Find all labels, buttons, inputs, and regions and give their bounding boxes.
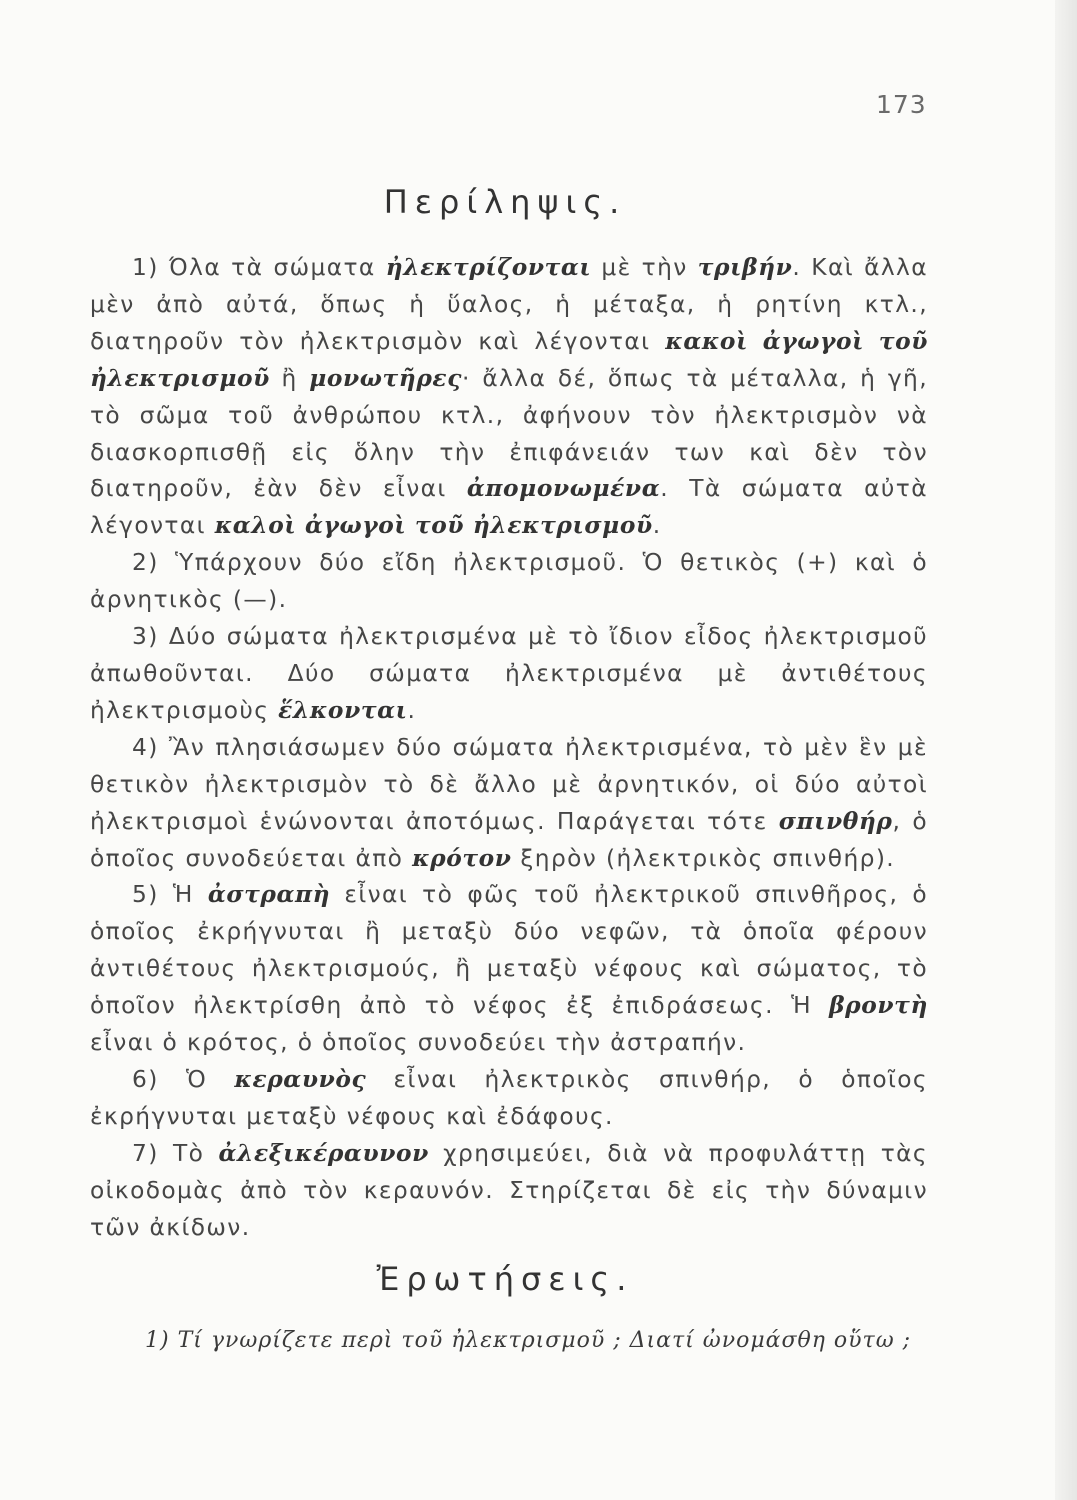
summary-item-4: 4) Ἂν πλησιάσωμεν δύο σώματα ἠλεκτρισμένα, τὸ μὲν ἓν μὲ θετικὸν ἠλεκτρισμὸν τὸ δὲ ἄλλο μὲ ἀρνητικόν, οἱ δύο αὐτοὶ ἠλεκτρισμοὶ ἑνώνονται ἀποτόμως. Παράγεται τότε σπινθήρ, ὁ ὁποῖος συνοδεύεται ἀπὸ κρότον ξηρὸν (ἠλεκτρικὸς σπινθήρ).	[90, 733, 928, 872]
summary-item-6: 6) Ὁ κεραυνὸς εἶναι ἠλεκτρικὸς σπινθήρ, ὁ ὁποῖος ἐκρήγνυται μεταξὺ νέφους καὶ ἐδάφους.	[90, 1065, 928, 1130]
summary-item-7: 7) Τὸ ἀλεξικέραυνον χρησιμεύει, διὰ νὰ προφυλάττῃ τὰς οἰκοδομὰς ἀπὸ τὸν κεραυνόν. Στηρίζεται δὲ εἰς τὴν δύναμιν τῶν ἀκίδων.	[90, 1139, 928, 1241]
page-number: 173	[876, 90, 927, 119]
summary-item-2: 2) Ὑπάρχουν δύο εἴδη ἠλεκτρισμοῦ. Ὁ θετικὸς (+) καὶ ὁ ἀρνητικὸς (—).	[90, 549, 928, 614]
page-edge	[1055, 0, 1077, 1500]
summary-title: Περίληψις.	[383, 183, 627, 221]
summary-item-5: 5) Ἡ ἀστραπὴ εἶναι τὸ φῶς τοῦ ἠλεκτρικοῦ σπινθῆρος, ὁ ὁποῖος ἐκρήγνυται ἢ μεταξὺ δύο νεφῶν, τὰ ὁποῖα φέρουν ἀντιθέτους ἠλεκτρισμούς, ἢ μεταξὺ νέφους καὶ σώματος, τὸ ὁποῖον ἠλεκτρίσθη ἀπὸ τὸ νέφος ἐξ ἐπιδράσεως. Ἡ βροντὴ εἶναι ὁ κρότος, ὁ ὁποῖος συνοδεύει τὴν ἀστραπήν.	[90, 881, 929, 1057]
questions-title: Ἐρωτήσεις.	[376, 1260, 634, 1298]
summary-item-1: 1) Όλα τὰ σώματα ἠλεκτρίζονται μὲ τὴν τριβήν. Καὶ ἄλλα μὲν ἀπὸ αὐτά, ὅπως ἡ ὕαλος, ἡ μέταξα, ἡ ρητίνη κτλ., διατηροῦν τὸν ἠλεκτρισμὸν καὶ λέγονται κακοὶ ἀγωγοὶ τοῦ ἠλεκτρισμοῦ ἢ μονωτῆρες· ἄλλα δέ, ὅπως τὰ μέταλλα, ἡ γῆ, τὸ σῶμα τοῦ ἀνθρώπου κτλ., ἀφήνουν τὸν ἠλεκτρισμὸν νὰ διασκορπισθῇ εἰς ὅλην τὴν ἐπιφάνειάν των καὶ δὲν τὸν διατηροῦν, ἐὰν δὲν εἶναι ἀπομονωμένα. Τὰ σώματα αὐτὰ λέγονται καλοὶ ἀγωγοὶ τοῦ ἠλεκτρισμοῦ.	[90, 254, 929, 540]
summary-item-3: 3) Δύο σώματα ἠλεκτρισμένα μὲ τὸ ἴδιον εἶδος ἠλεκτρισμοῦ ἀπωθοῦνται. Δύο σώματα ἠλεκτρισμένα μὲ ἀντιθέτους ἠλεκτρισμοὺς ἕλκονται.	[90, 623, 928, 724]
summary-body	[90, 250, 928, 1246]
question-1: 1) Τί γνωρίζετε περὶ τοῦ ἠλεκτρισμοῦ ; Διατί ὠνομάσθη οὕτω ;	[145, 1328, 912, 1353]
